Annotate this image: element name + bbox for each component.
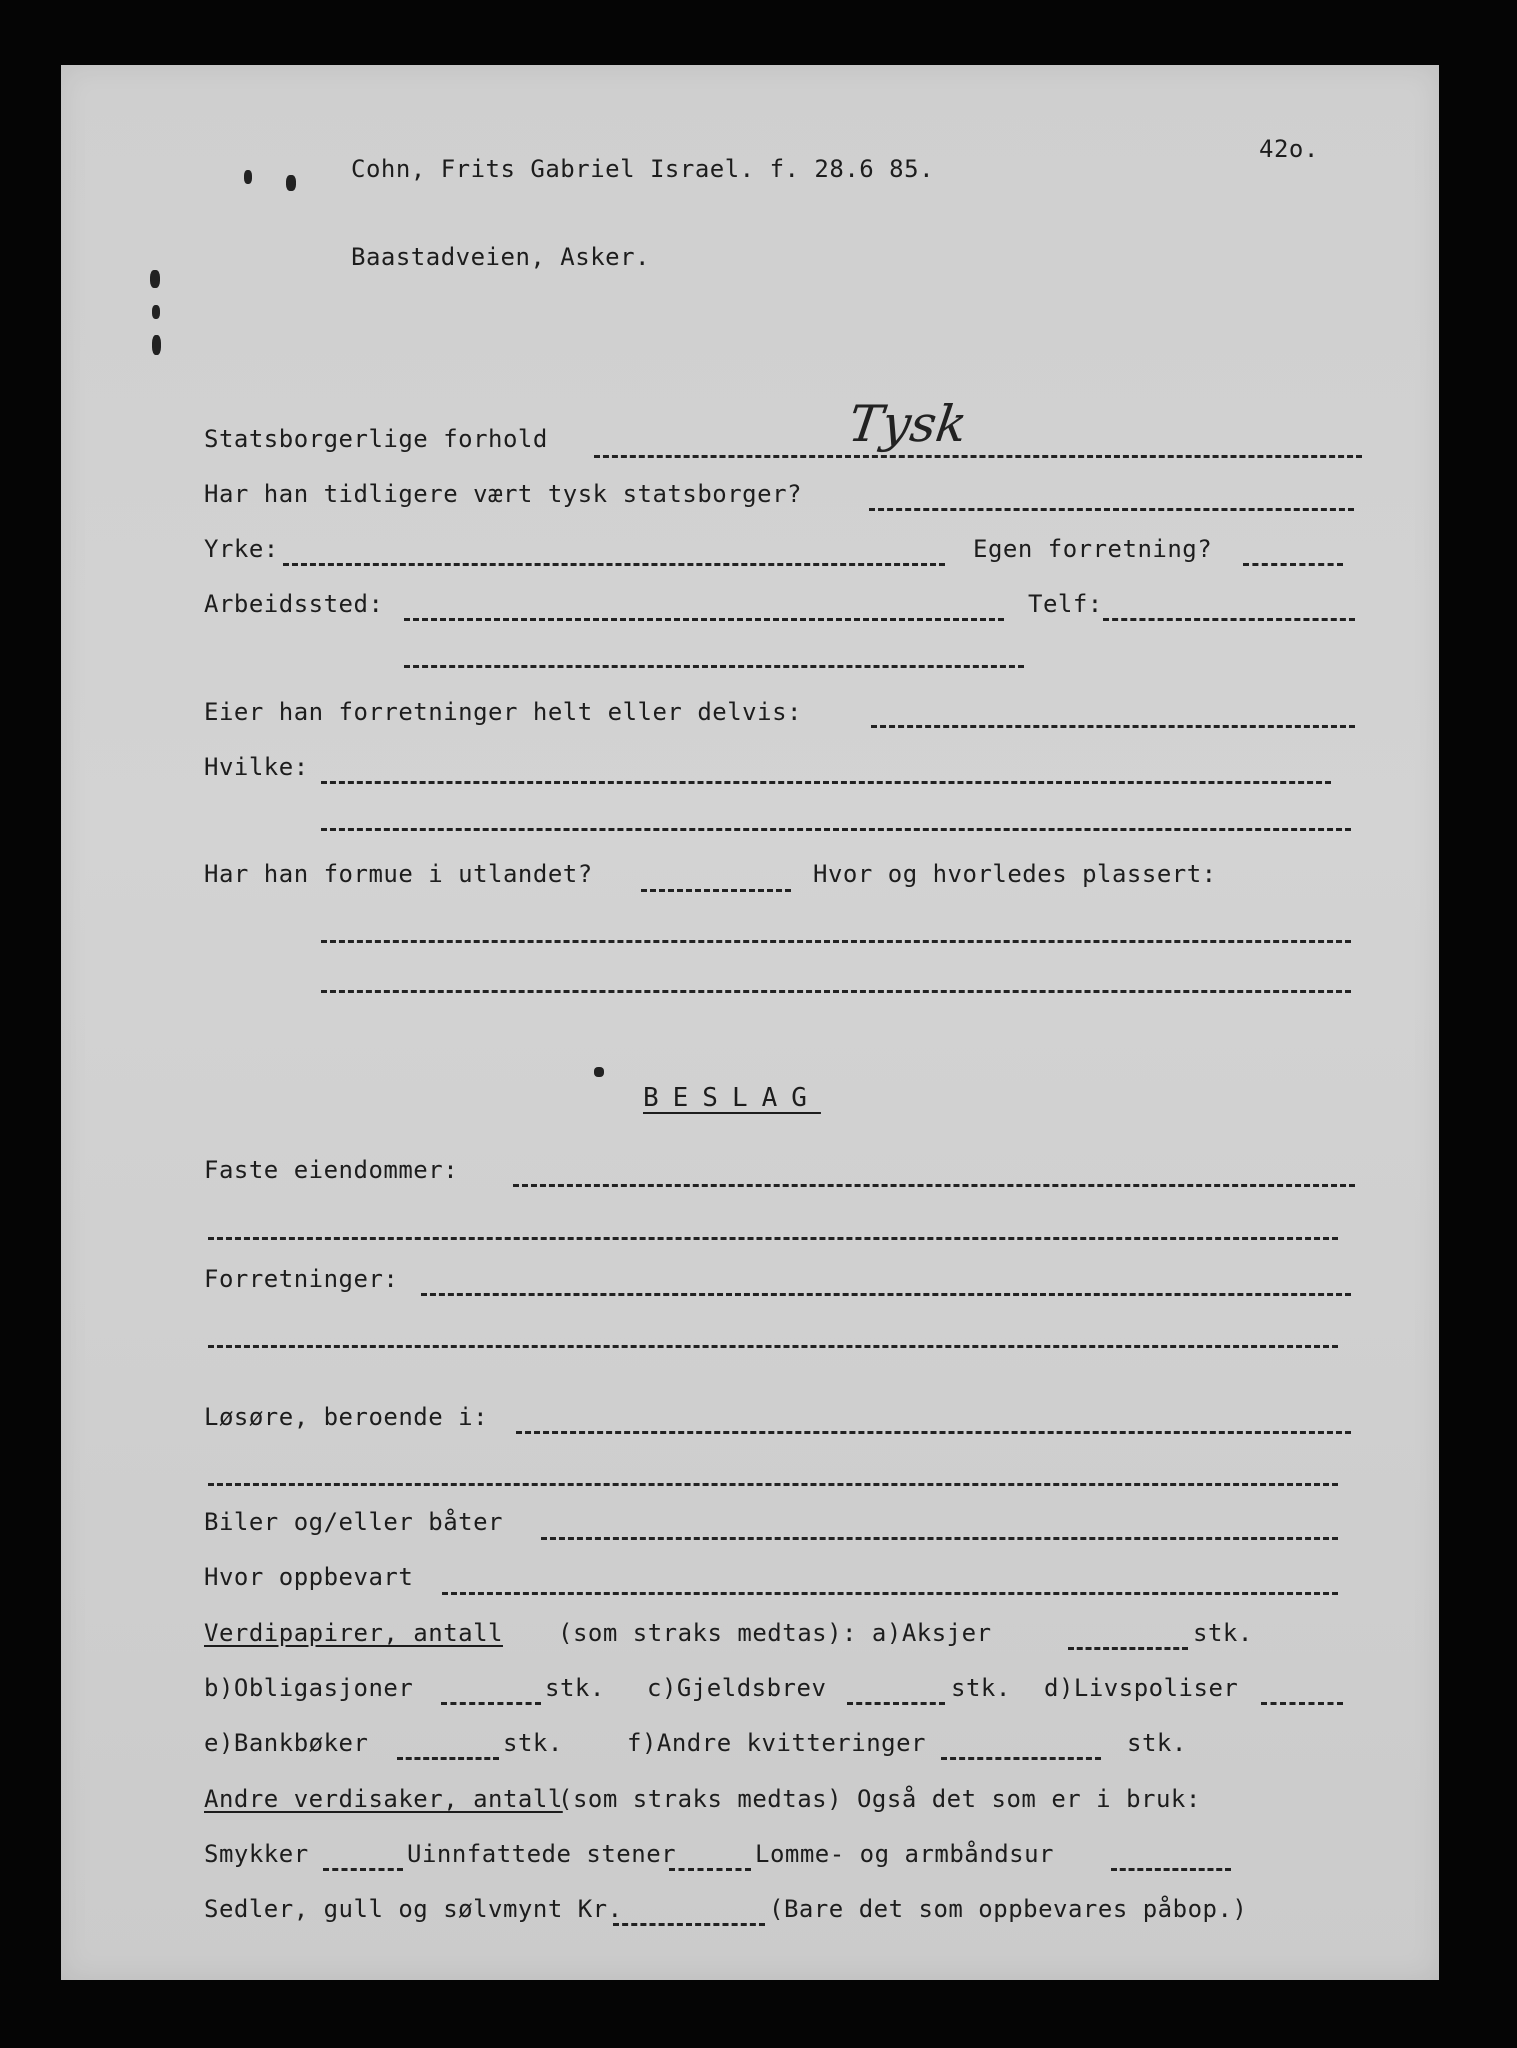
ink-speck	[244, 170, 252, 184]
fill-line	[421, 1293, 1351, 1296]
fill-line	[208, 1345, 1338, 1348]
fill-line	[208, 1483, 1338, 1486]
handwritten-citizenship: Tysk	[844, 395, 971, 453]
fill-line	[404, 665, 1024, 668]
address-line: Baastadveien, Asker.	[351, 243, 650, 271]
livspoliser-label: d)Livspoliser	[1044, 1674, 1239, 1702]
sedler-label: Sedler, gull og sølvmynt Kr.	[204, 1895, 623, 1923]
egen-forretning-label: Egen forretning?	[973, 535, 1213, 563]
kvitteringer-label: f)Andre kvitteringer	[627, 1729, 926, 1757]
fill-line	[869, 508, 1354, 511]
fill-line	[323, 1868, 403, 1871]
fill-line	[847, 1702, 945, 1705]
fill-line	[397, 1757, 499, 1760]
fill-line	[513, 1184, 1355, 1187]
page-number: 42o.	[1259, 135, 1319, 163]
document-page	[61, 65, 1439, 1980]
bare-note: (Bare det som oppbevares påbop.)	[769, 1895, 1248, 1923]
verdipapirer-label: Verdipapirer, antall	[204, 1619, 503, 1647]
fill-line	[404, 618, 1004, 621]
fill-line	[641, 889, 791, 892]
fill-line	[941, 1757, 1101, 1760]
ink-speck	[150, 270, 160, 288]
ink-speck	[152, 305, 160, 319]
fill-line	[441, 1702, 541, 1705]
name-line: Cohn, Frits Gabriel Israel. f. 28.6 85.	[351, 155, 935, 183]
fill-line	[442, 1592, 1338, 1595]
bankboker-label: e)Bankbøker	[204, 1729, 369, 1757]
plassert-label: Hvor og hvorledes plassert:	[813, 860, 1217, 888]
fill-line	[1111, 1868, 1231, 1871]
stener-label: Uinnfattede stener	[407, 1840, 677, 1868]
stk-label: stk.	[503, 1729, 563, 1757]
hvilke-label: Hvilke:	[204, 753, 309, 781]
telf-label: Telf:	[1028, 590, 1103, 618]
obligasjoner-label: b)Obligasjoner	[204, 1674, 414, 1702]
fill-line	[283, 563, 945, 566]
fill-line	[1103, 618, 1355, 621]
biler-label: Biler og/eller båter	[204, 1508, 503, 1536]
faste-label: Faste eiendommer:	[204, 1156, 459, 1184]
eier-label: Eier han forretninger helt eller delvis:	[204, 698, 802, 726]
losore-label: Løsøre, beroende i:	[204, 1403, 489, 1431]
ink-speck	[286, 175, 296, 191]
fill-line	[1068, 1647, 1188, 1650]
stk-label: stk.	[1127, 1729, 1187, 1757]
fill-line	[541, 1537, 1338, 1540]
smykker-label: Smykker	[204, 1840, 309, 1868]
fill-line	[1243, 563, 1343, 566]
fill-line	[516, 1431, 1351, 1434]
gjeldsbrev-label: c)Gjeldsbrev	[647, 1674, 827, 1702]
fill-line	[321, 781, 1331, 784]
ink-speck	[594, 1067, 604, 1077]
fill-line	[613, 1923, 765, 1926]
andre-verdisaker-note: (som straks medtas) Også det som er i bruk:	[558, 1785, 1201, 1813]
fill-line	[594, 455, 1362, 458]
fill-line	[871, 725, 1355, 728]
tidligere-label: Har han tidligere vært tysk statsborger?	[204, 480, 802, 508]
ur-label: Lomme- og armbåndsur	[755, 1840, 1054, 1868]
ink-speck	[152, 335, 161, 355]
fill-line	[321, 940, 1351, 943]
fill-line	[669, 1868, 751, 1871]
stk-label: stk.	[545, 1674, 605, 1702]
andre-verdisaker-label: Andre verdisaker, antall	[204, 1785, 563, 1813]
statsborgerlige-label: Statsborgerlige forhold	[204, 425, 548, 453]
verdipapirer-note: (som straks medtas): a)Aksjer	[558, 1619, 992, 1647]
fill-line	[1261, 1702, 1343, 1705]
beslag-heading: BESLAG	[643, 1083, 821, 1113]
yrke-label: Yrke:	[204, 535, 279, 563]
arbeidssted-label: Arbeidssted:	[204, 590, 384, 618]
forretninger-label: Forretninger:	[204, 1265, 399, 1293]
formue-label: Har han formue i utlandet?	[204, 860, 593, 888]
fill-line	[208, 1237, 1338, 1240]
fill-line	[321, 990, 1351, 993]
fill-line	[321, 828, 1351, 831]
stk-label: stk.	[951, 1674, 1011, 1702]
stk-label: stk.	[1193, 1619, 1253, 1647]
hvor-oppbevart-label: Hvor oppbevart	[204, 1563, 414, 1591]
